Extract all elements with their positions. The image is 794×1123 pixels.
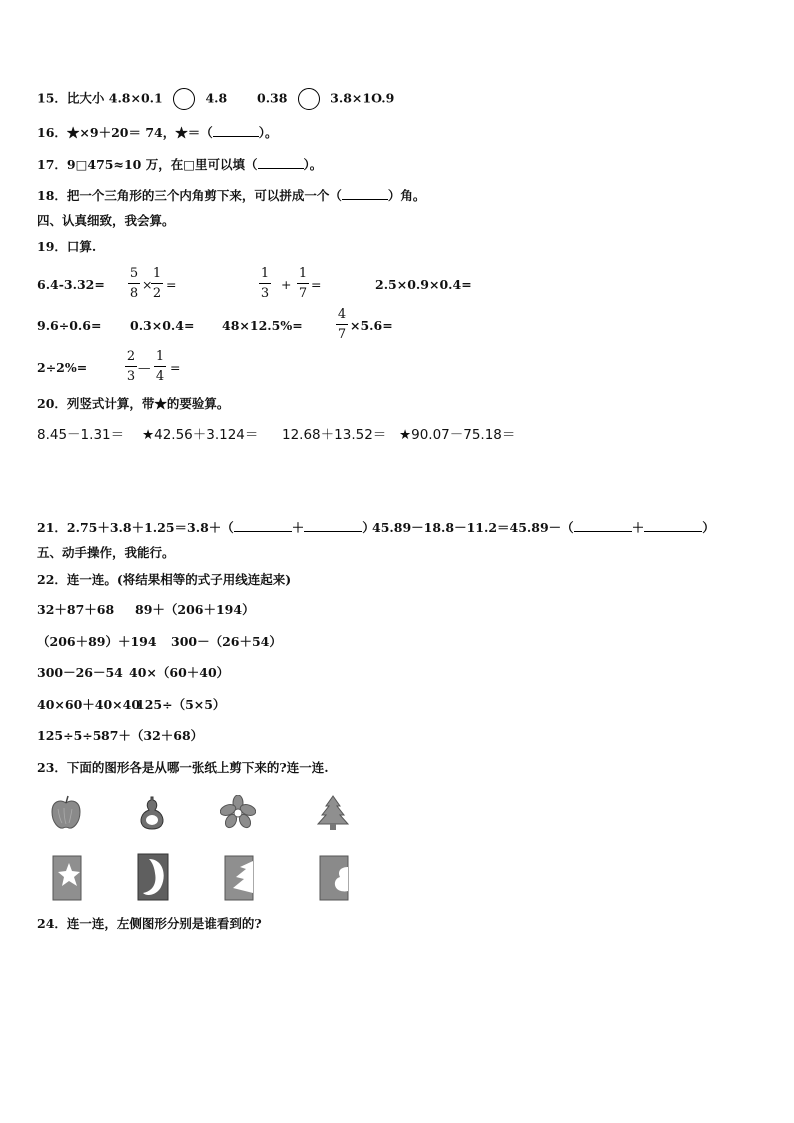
calc-item: 0.3×0.4= (130, 318, 195, 333)
question-21-a (37, 520, 375, 536)
close-paren: ） (702, 520, 715, 535)
q15-value-d: 3.8×1O.9 (330, 90, 395, 106)
answer-blank[interactable] (304, 531, 362, 532)
answer-blank[interactable] (342, 199, 388, 200)
fraction (154, 349, 166, 384)
equals: = (170, 360, 181, 375)
match-expr-right[interactable]: 125÷（5×5） (136, 697, 226, 712)
denominator: 8 (129, 286, 139, 301)
match-expr-left[interactable]: 40×60＋40×40 (37, 697, 141, 712)
paper-cut-gourd-icon[interactable] (319, 855, 349, 901)
numerator: 1 (155, 349, 165, 364)
fraction (151, 266, 163, 301)
match-expr-right[interactable]: 89＋（206＋194） (135, 602, 255, 617)
numerator: 1 (298, 266, 308, 281)
fraction (128, 266, 140, 301)
question-22-title: 22．连一连。(将结果相等的式子用线连起来) (37, 572, 292, 587)
calc-item: 2÷2%= (37, 360, 88, 375)
denominator: 7 (298, 286, 308, 301)
operator: × (142, 277, 153, 292)
numerator: 2 (126, 349, 136, 364)
denominator: 3 (126, 369, 136, 384)
answer-blank[interactable] (234, 531, 292, 532)
q17-end: ）。 (303, 157, 323, 172)
numerator: 1 (260, 266, 270, 281)
numerator: 5 (129, 266, 139, 281)
q18-text: 18．把一个三角形的三个内角剪下来，可以拼成一个（ (37, 188, 342, 203)
plus-sign: ＋ (291, 520, 305, 535)
vertical-calc-item: 12.68＋13.52＝ (282, 427, 387, 443)
denominator: 4 (155, 369, 165, 384)
section-5-heading: 五、动手操作，我能行。 (37, 545, 175, 560)
match-expr-left[interactable]: （206＋89）＋194 (37, 634, 157, 649)
numerator: 4 (337, 307, 347, 322)
compare-circle-1[interactable] (173, 88, 195, 110)
question-18 (37, 188, 425, 204)
answer-blank[interactable] (213, 136, 259, 137)
tree-icon[interactable] (315, 795, 351, 831)
fraction (297, 266, 309, 301)
question-20-title: 20．列竖式计算，带★的要验算。 (37, 396, 230, 411)
equals: = (311, 277, 322, 292)
q15-expression: 15．比大小 4.8×0.1 (37, 90, 163, 106)
answer-blank[interactable] (258, 168, 304, 169)
question-19-title: 19．口算. (37, 239, 97, 254)
section-4-heading: 四、认真细致，我会算。 (37, 213, 175, 228)
question-15-b (257, 88, 394, 110)
q16-end: ）。 (258, 125, 278, 140)
match-expr-right[interactable]: 40×（60＋40） (129, 665, 230, 680)
compare-circle-2[interactable] (298, 88, 320, 110)
question-24-title: 24．连一连，左侧图形分别是谁看到的? (37, 916, 262, 931)
match-expr-left[interactable]: 300－26－54 (37, 665, 123, 680)
match-expr-right[interactable]: 87＋（32＋68） (101, 728, 204, 743)
vertical-calc-item: 8.45－1.31＝ (37, 427, 125, 443)
numerator: 1 (152, 266, 162, 281)
calc-item: 48×12.5%= (222, 318, 303, 333)
vertical-calc-item: ★90.07－75.18＝ (399, 427, 516, 443)
gourd-icon[interactable] (137, 795, 167, 831)
q16-text: 16．★×9＋20＝ 74，★＝（ (37, 125, 213, 140)
equals: = (166, 277, 177, 292)
q21-a-text: 21．2.75＋3.8＋1.25＝3.8＋（ (37, 520, 234, 535)
answer-blank[interactable] (574, 531, 632, 532)
calc-item: 9.6÷0.6= (37, 318, 102, 333)
paper-cut-tree-icon[interactable] (224, 855, 254, 901)
match-expr-left[interactable]: 32＋87＋68 (37, 602, 115, 617)
fraction (259, 266, 271, 301)
apple-icon[interactable] (50, 795, 82, 831)
fraction (125, 349, 137, 384)
q21-b-text: 45.89－18.8－11.2＝45.89－（ (372, 520, 574, 535)
calc-item: 6.4-3.32= (37, 277, 105, 292)
question-23-title: 23．下面的图形各是从哪一张纸上剪下来的?连一连. (37, 760, 329, 775)
match-expr-left[interactable]: 125÷5÷5 (37, 728, 102, 743)
calc-item: 2.5×0.9×0.4= (375, 277, 472, 292)
denominator: 2 (152, 286, 162, 301)
paper-cut-star-icon[interactable] (52, 855, 82, 901)
paper-cut-moon-icon[interactable] (137, 853, 169, 901)
question-21-b (372, 520, 715, 536)
plus-sign: ＋ (631, 520, 645, 535)
operator: — (138, 360, 151, 375)
vertical-calc-item: ★42.56＋3.124＝ (142, 427, 259, 443)
q15-value: 4.8 (205, 90, 228, 106)
q18-end: ）角。 (387, 188, 426, 203)
question-16 (37, 125, 277, 141)
flower-icon[interactable] (220, 795, 256, 829)
question-15 (37, 88, 227, 110)
answer-blank[interactable] (644, 531, 702, 532)
question-17 (37, 157, 322, 173)
calc-item: ×5.6= (350, 318, 393, 333)
q15-value-c: 0.38 (257, 90, 288, 106)
close-paren: ） (362, 520, 375, 535)
match-expr-right[interactable]: 300－（26＋54） (171, 634, 282, 649)
operator: + (281, 277, 292, 292)
denominator: 3 (260, 286, 270, 301)
denominator: 7 (337, 327, 347, 342)
q17-text: 17．9□475≈10 万，在□里可以填（ (37, 157, 258, 172)
fraction (336, 307, 348, 342)
